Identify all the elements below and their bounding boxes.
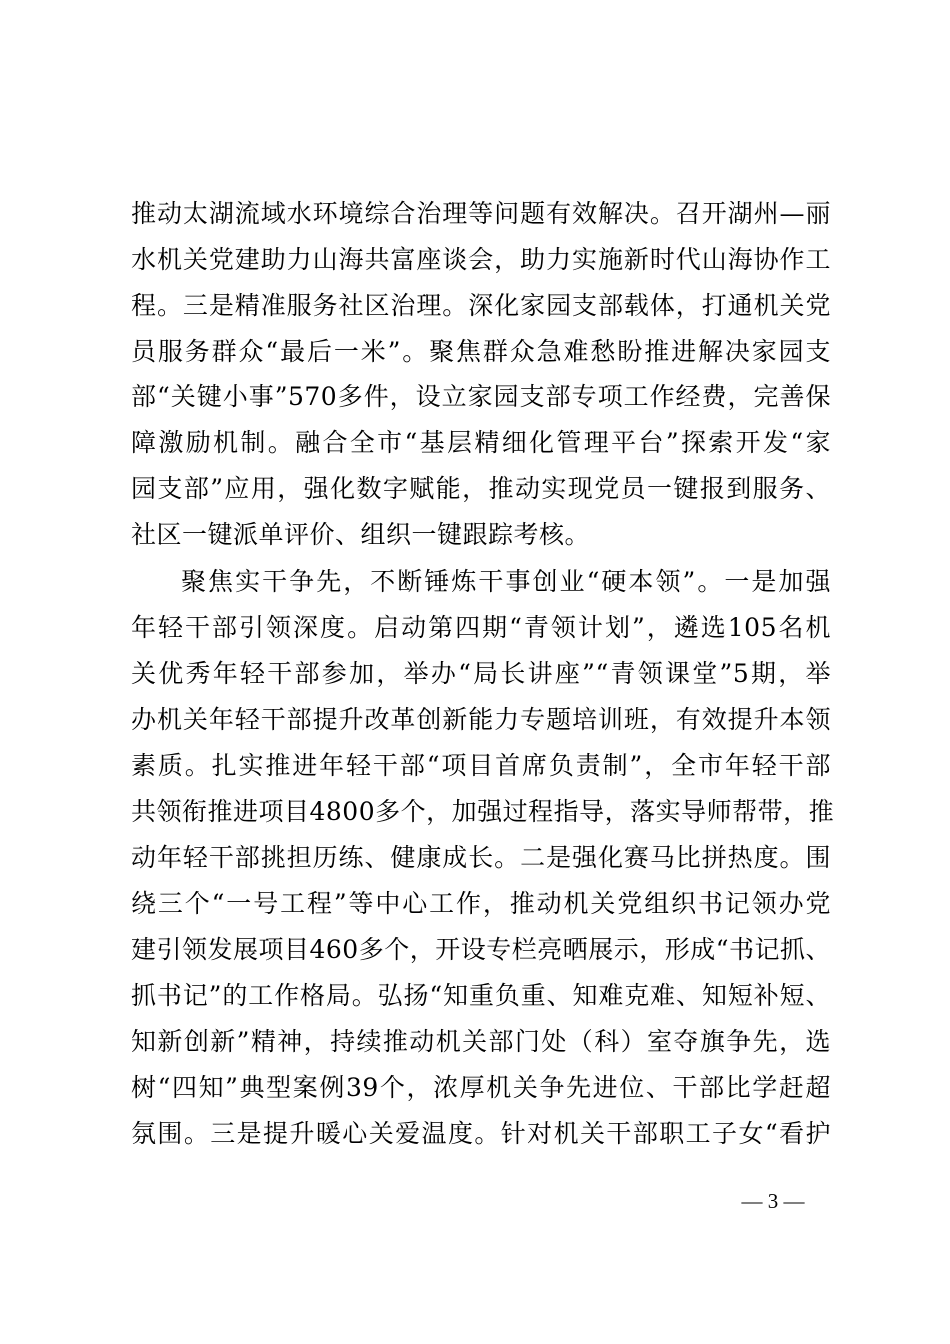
text-line: 绕三个“一号工程”等中心工作，推动机关党组织书记领办党: [131, 889, 831, 918]
page-number: — 3 —: [741, 1189, 805, 1213]
text-line: 推动太湖流域水环境综合治理等问题有效解决。召开湖州—丽: [131, 199, 831, 228]
text-line: 员服务群众“最后一米”。聚焦群众急难愁盼推进解决家园支: [131, 337, 831, 366]
text-line: 抓书记”的工作格局。弘扬“知重负重、知难克难、知短补短、: [131, 981, 831, 1010]
text-line: 共领衔推进项目4800多个，加强过程指导，落实导师帮带，推: [131, 797, 835, 826]
paragraph-first-line: 聚焦实干争先，不断锤炼干事创业“硬本领”。一是加强: [181, 567, 831, 596]
text-line: 园支部”应用，强化数字赋能，推动实现党员一键报到服务、: [131, 474, 831, 503]
text-line: 部“关键小事”570多件，设立家园支部专项工作经费，完善保: [131, 382, 831, 411]
text-line: 办机关年轻干部提升改革创新能力专题培训班，有效提升本领: [131, 705, 831, 734]
text-line: 知新创新”精神，持续推动机关部门处（科）室夺旗争先，选: [131, 1027, 831, 1056]
text-line: 氛围。三是提升暖心关爱温度。针对机关干部职工子女“看护: [131, 1119, 831, 1148]
text-line: 障激励机制。融合全市“基层精细化管理平台”探索开发“家: [131, 428, 831, 457]
text-line: 水机关党建助力山海共富座谈会，助力实施新时代山海协作工: [131, 245, 831, 274]
text-line: 关优秀年轻干部参加，举办“局长讲座”“青领课堂”5期，举: [131, 659, 831, 688]
text-line: 社区一键派单评价、组织一键跟踪考核。: [131, 520, 591, 549]
text-line: 程。三是精准服务社区治理。深化家园支部载体，打通机关党: [131, 291, 831, 320]
text-line: 动年轻干部挑担历练、健康成长。二是强化赛马比拼热度。围: [131, 843, 831, 872]
text-line: 树“四知”典型案例39个，浓厚机关争先进位、干部比学赶超: [131, 1073, 831, 1102]
text-line: 素质。扎实推进年轻干部“项目首席负责制”，全市年轻干部: [131, 751, 831, 780]
text-line: 建引领发展项目460多个，开设专栏亮晒展示，形成“书记抓、: [131, 935, 832, 964]
text-line: 年轻干部引领深度。启动第四期“青领计划”，遴选105名机: [131, 613, 831, 642]
